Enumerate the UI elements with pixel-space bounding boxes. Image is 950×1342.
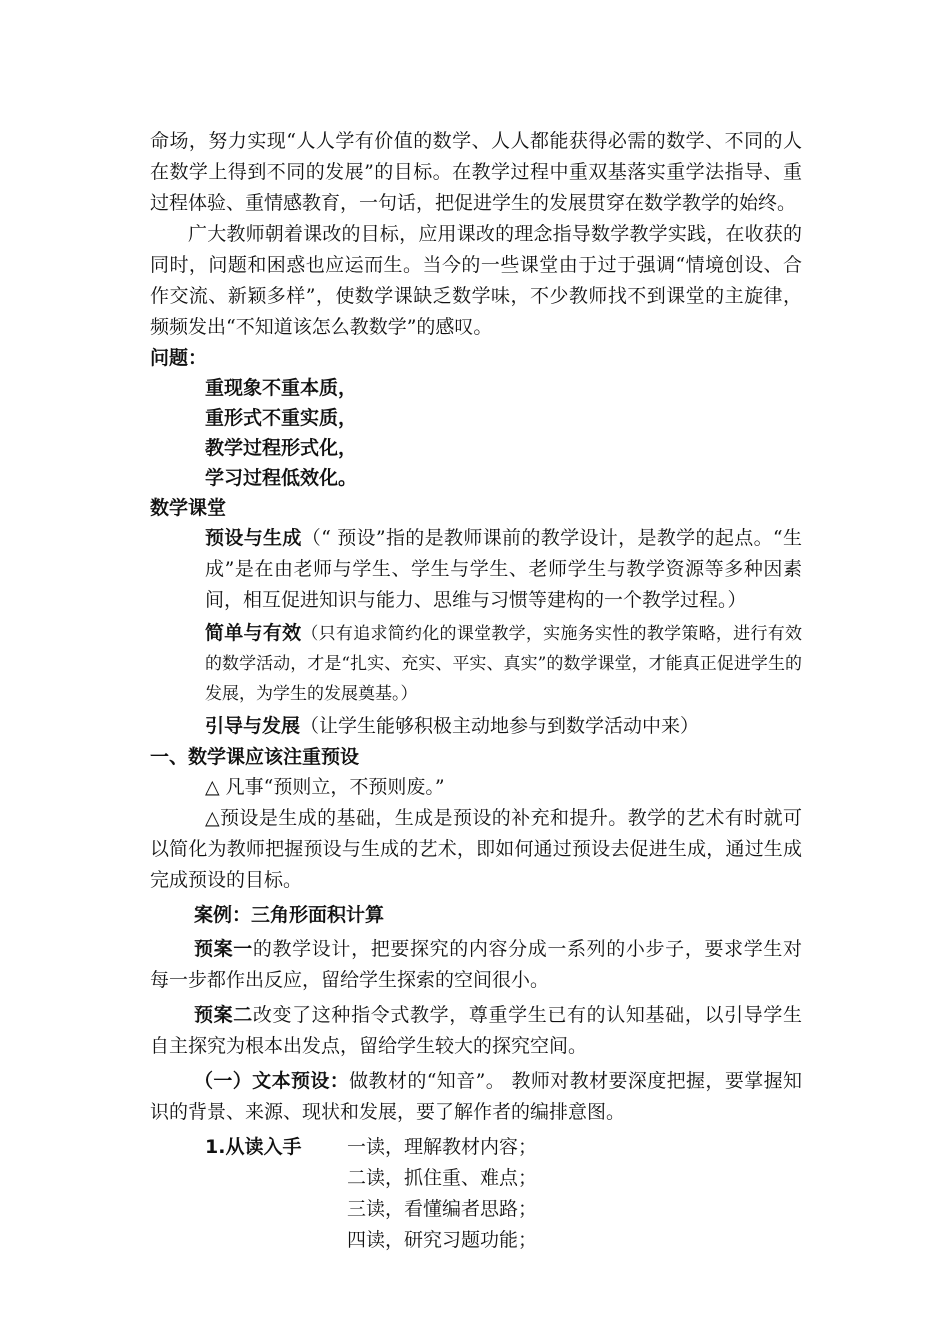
reading-list	[347, 1132, 537, 1256]
problem-item: 重形式不重实质，	[205, 407, 358, 429]
reading-step: 三读，看懂编者思路；	[347, 1198, 538, 1220]
problem-item: 重现象不重本质，	[205, 377, 358, 399]
plan-one-text: 的教学设计，把要探究的内容分成一系列的小步子，要求学生对每一步都作出反应，留给学生探索的空间很小。	[150, 938, 802, 991]
plan-two-label: 预案二	[194, 1004, 253, 1026]
reading-label: 1.从读入手	[205, 1136, 302, 1158]
item-simple-effective	[150, 618, 802, 709]
paragraph-background: 广大教师朝着课改的目标，应用课改的理念指导数学教学实践，在收获的同时，问题和困惑也应运而生。当今的一些课堂由于过于强调“情境创设、合作交流、新颖多样”，使数学课缺乏数学味，不少教师找不到课堂的主旋律，频频发出“不知道该怎么教数学”的感叹。	[150, 223, 802, 338]
item-preset-generation-text: （“ 预设”指的是教师课前的教学设计，是教学的起点。“生成”是在由老师与学生、学生与学生、老师学生与教学资源等多种因素间，相互促进知识与能力、思维与习惯等建构的一个教学过程。）	[205, 527, 802, 611]
item-guide-develop-text: （让学生能够积极主动地参与到数学活动中来）	[300, 715, 700, 737]
problems-heading: 问题：	[150, 347, 208, 369]
text-preset-label: （一）文本预设：	[194, 1070, 350, 1092]
item-preset-generation	[150, 523, 802, 616]
problem-item: 学习过程低效化。	[205, 467, 358, 489]
section1-heading: 一、数学课应该注重预设	[150, 746, 360, 768]
paragraph-intro: 命场，努力实现“人人学有价值的数学、人人都能获得必需的数学、不同的人在数学上得到不同的发展”的目标。在教学过程中重双基落实重学法指导、重过程体验、重情感教育，一句话，把促进学生的发展贯穿在数学教学的始终。	[150, 130, 802, 214]
item-guide-develop	[150, 711, 802, 742]
document-page	[150, 126, 802, 1256]
reading-step: 一读，理解教材内容；	[347, 1136, 538, 1158]
plan-two-text: 改变了这种指令式教学，尊重学生已有的认知基础，以引导学生自主探究为根本出发点，留给学生较大的探究空间。	[150, 1004, 802, 1057]
triangle-note-2: △预设是生成的基础，生成是预设的补充和提升。教学的艺术有时就可以简化为教师把握预设与生成的艺术，即如何通过预设去促进生成，通过生成完成预设的目标。	[150, 807, 802, 891]
plan-two-paragraph	[150, 1000, 802, 1062]
item-preset-generation-title: 预设与生成	[205, 527, 302, 549]
problem-item: 教学过程形式化，	[205, 437, 358, 459]
plan-one-paragraph	[150, 934, 802, 996]
text-preset-text: 做教材的“知音”。 教师对教材要深度把握，要掌握知识的背景、来源、现状和发展，要了解作者的编排意图。	[150, 1070, 802, 1123]
text-preset-paragraph	[150, 1066, 802, 1128]
reading-steps	[150, 1132, 802, 1256]
reading-step: 四读，研究习题功能；	[347, 1229, 538, 1251]
classroom-heading: 数学课堂	[150, 497, 227, 519]
plan-one-label: 预案一	[194, 938, 253, 960]
item-guide-develop-title: 引导与发展	[205, 715, 301, 737]
reading-step: 二读，抓住重、难点；	[347, 1167, 538, 1189]
triangle-note-1: △ 凡事“预则立，不预则废。”	[205, 776, 445, 798]
item-simple-effective-title: 简单与有效	[205, 622, 302, 644]
case-heading: 案例：三角形面积计算	[194, 904, 385, 926]
item-simple-effective-text: （只有追求简约化的课堂教学，实施务实性的教学策略，进行有效的数学活动，才是“扎实、充实、平实、真实”的数学课堂，才能真正促进学生的发展，为学生的发展奠基。）	[205, 624, 802, 704]
